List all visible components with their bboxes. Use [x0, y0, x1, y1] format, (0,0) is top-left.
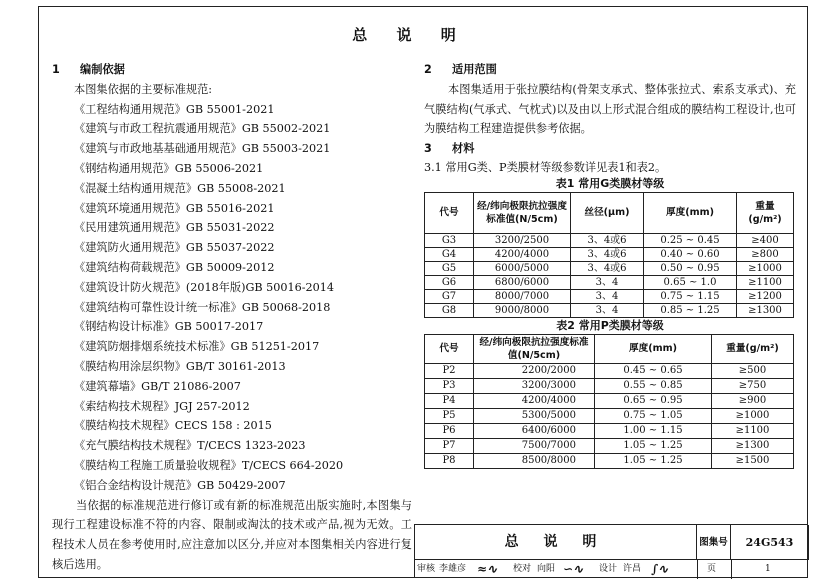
section3-heading — [424, 139, 796, 159]
table-cell: 3200/3000 — [474, 378, 595, 393]
section3-title: 材料 — [452, 142, 475, 156]
standard-item: 《混凝土结构通用规范》GB 55008-2021 — [74, 181, 286, 195]
atlas-number: 24G543 — [731, 525, 809, 560]
designer-signature: ∫∿ — [651, 562, 669, 576]
standard-item: 《建筑与市政地基基础通用规范》GB 55003-2021 — [74, 142, 331, 156]
table2-caption: 表2 常用P类膜材等级 — [556, 318, 664, 332]
table-cell: 3、4或6 — [571, 233, 644, 247]
section1-closing: 当依据的标准规范进行修订或有新的标准规范出版实施时,本图集与现行工程建设标准不符的内容、限制或淘汰的技术或产品,视为无效。工程技术人员在参考使用时,应注意加以区分,并应对本图集相关内容进行复核后选用。 — [52, 498, 412, 571]
section1-heading — [52, 60, 412, 80]
table1-header: 丝径(μm) — [571, 192, 644, 233]
table-cell: ≥1000 — [737, 261, 794, 275]
table-row — [425, 275, 794, 289]
standard-item: 《充气膜结构技术规程》T/CECS 1323-2023 — [74, 439, 306, 453]
table-row — [425, 438, 794, 453]
table-cell: P2 — [425, 363, 474, 378]
table-cell: P5 — [425, 408, 474, 423]
table-row — [425, 363, 794, 378]
page-number: 1 — [765, 564, 771, 574]
atlas-label: 图集号 — [697, 525, 731, 560]
table-row — [425, 233, 794, 247]
review-label: 审核 — [417, 564, 436, 574]
table-row — [425, 303, 794, 317]
table-cell: 0.55 ~ 0.85 — [595, 378, 712, 393]
table-cell: 3、4或6 — [571, 247, 644, 261]
standard-item: 《建筑防火通用规范》GB 55037-2022 — [74, 241, 275, 255]
table-cell: 0.25 ~ 0.45 — [644, 233, 737, 247]
standard-item: 《膜结构技术规程》CECS 158 : 2015 — [74, 419, 272, 433]
table-cell: P4 — [425, 393, 474, 408]
table-cell: ≥500 — [712, 363, 794, 378]
standard-item: 《钢结构设计标准》GB 50017-2017 — [74, 320, 264, 334]
table-cell: ≥1100 — [712, 423, 794, 438]
standard-item: 《工程结构通用规范》GB 55001-2021 — [74, 102, 275, 116]
standard-item: 《建筑设计防火规范》(2018年版)GB 50016-2014 — [74, 280, 335, 294]
table1-header: 厚度(mm) — [644, 192, 737, 233]
table-cell: ≥400 — [737, 233, 794, 247]
table2-header: 厚度(mm) — [595, 334, 712, 363]
left-column — [52, 60, 412, 575]
table-cell: 8000/7000 — [474, 289, 571, 303]
table-cell: 0.65 ~ 0.95 — [595, 393, 712, 408]
table-row — [425, 247, 794, 261]
table-cell: 1.00 ~ 1.15 — [595, 423, 712, 438]
designer-name: 许昌 — [623, 564, 642, 574]
table-cell: P6 — [425, 423, 474, 438]
design-label: 设计 — [599, 564, 618, 574]
table-cell: ≥1500 — [712, 453, 794, 468]
table-cell: P8 — [425, 453, 474, 468]
table2-header: 代号 — [425, 334, 474, 363]
table-cell: G6 — [425, 275, 474, 289]
standard-item: 《膜结构工程施工质量验收规程》T/CECS 664-2020 — [74, 458, 344, 472]
signature-row — [415, 560, 809, 579]
table-cell: G7 — [425, 289, 474, 303]
proofer-signature: ∽∿ — [563, 562, 584, 576]
section3-sub: 3.1 常用G类、P类膜材等级参数详见表1和表2。 — [424, 160, 667, 174]
table-row — [425, 393, 794, 408]
table-cell: 0.65 ~ 1.0 — [644, 275, 737, 289]
title-block — [414, 524, 808, 578]
table-cell: 0.45 ~ 0.65 — [595, 363, 712, 378]
standard-item: 《钢结构通用规范》GB 55006-2021 — [74, 161, 264, 175]
table-cell: 4200/4000 — [474, 393, 595, 408]
table-cell: ≥1000 — [712, 408, 794, 423]
title-block-name: 总 说 明 — [415, 525, 697, 560]
table2-header: 经/纬向极限抗拉强度标准值(N/5cm) — [474, 334, 595, 363]
table-cell: ≥900 — [712, 393, 794, 408]
table1-header: 经/纬向极限抗拉强度标准值(N/5cm) — [474, 192, 571, 233]
standard-item: 《建筑与市政工程抗震通用规范》GB 55002-2021 — [74, 122, 331, 136]
section2-text: 本图集适用于张拉膜结构(骨架支承式、整体张拉式、索系支承式)、充气膜结构(气承式、气枕式)以及由以上形式混合组成的膜结构工程设计,也可为膜结构工程建造提供参考依据。 — [424, 82, 796, 136]
table-cell: 1.05 ~ 1.25 — [595, 453, 712, 468]
table-cell: P7 — [425, 438, 474, 453]
table-cell: 0.75 ~ 1.05 — [595, 408, 712, 423]
table-cell: 6400/6000 — [474, 423, 595, 438]
standard-item: 《建筑防烟排烟系统技术标准》GB 51251-2017 — [74, 340, 320, 354]
standard-item: 《索结构技术规程》JGJ 257-2012 — [74, 399, 250, 413]
table-cell: 6800/6000 — [474, 275, 571, 289]
reviewer-name: 李雄彦 — [439, 564, 467, 574]
section1-title: 编制依据 — [80, 63, 125, 76]
section1-number: 1 — [52, 63, 60, 76]
proof-label: 校对 — [513, 564, 532, 574]
table1-header: 代号 — [425, 192, 474, 233]
table-cell: 0.75 ~ 1.15 — [644, 289, 737, 303]
table-cell: 5300/5000 — [474, 408, 595, 423]
standard-item: 《建筑环境通用规范》GB 55016-2021 — [74, 201, 275, 215]
table-cell: G3 — [425, 233, 474, 247]
table-cell: ≥750 — [712, 378, 794, 393]
standard-item: 《民用建筑通用规范》GB 55031-2022 — [74, 221, 275, 235]
standard-item: 《铝合金结构设计规范》GB 50429-2007 — [74, 478, 286, 492]
section2-title: 适用范围 — [452, 63, 497, 76]
standard-item: 《膜结构用涂层织物》GB/T 30161-2013 — [74, 359, 286, 373]
table-cell: 2200/2000 — [474, 363, 595, 378]
table-cell: ≥1300 — [712, 438, 794, 453]
table2-header: 重量(g/m²) — [712, 334, 794, 363]
table-cell: ≥800 — [737, 247, 794, 261]
page-label: 页 — [707, 564, 717, 574]
table-cell: 3、4 — [571, 289, 644, 303]
table-cell: 9000/8000 — [474, 303, 571, 317]
table-row — [425, 408, 794, 423]
table-cell: G8 — [425, 303, 474, 317]
page-title: 总 说 明 — [352, 26, 468, 44]
table-cell: 3、4 — [571, 303, 644, 317]
standard-item: 《建筑幕墙》GB/T 21086-2007 — [74, 379, 241, 393]
standard-item: 《建筑结构荷载规范》GB 50009-2012 — [74, 260, 275, 274]
table-cell: 3、4或6 — [571, 261, 644, 275]
table-row — [425, 423, 794, 438]
right-column — [424, 60, 796, 469]
section3-number: 3 — [424, 142, 432, 156]
reviewer-signature: ≈∿ — [477, 562, 498, 576]
proofer-name: 向阳 — [537, 564, 556, 574]
table-cell: 7500/7000 — [474, 438, 595, 453]
table2 — [424, 334, 794, 469]
table-cell: 0.50 ~ 0.95 — [644, 261, 737, 275]
table-row — [425, 378, 794, 393]
standards-list — [52, 100, 412, 496]
table1-header: 重量(g/m²) — [737, 192, 794, 233]
standard-item: 《建筑结构可靠性设计统一标准》GB 50068-2018 — [74, 300, 331, 314]
table1-caption: 表1 常用G类膜材等级 — [555, 176, 665, 190]
table-cell: G5 — [425, 261, 474, 275]
section2-heading — [424, 60, 796, 80]
table-cell: P3 — [425, 378, 474, 393]
table-cell: G4 — [425, 247, 474, 261]
table1 — [424, 192, 794, 318]
table-row — [425, 289, 794, 303]
table-cell: 1.05 ~ 1.25 — [595, 438, 712, 453]
section2-number: 2 — [424, 63, 432, 76]
table-row — [425, 453, 794, 468]
table-cell: 3、4 — [571, 275, 644, 289]
table-cell: 4200/4000 — [474, 247, 571, 261]
table-cell: 3200/2500 — [474, 233, 571, 247]
table-cell: 6000/5000 — [474, 261, 571, 275]
table-cell: ≥1200 — [737, 289, 794, 303]
table-cell: 0.40 ~ 0.60 — [644, 247, 737, 261]
table-cell: 8500/8000 — [474, 453, 595, 468]
section1-intro: 本图集依据的主要标准规范: — [74, 82, 213, 96]
table-row — [425, 261, 794, 275]
table-cell: ≥1300 — [737, 303, 794, 317]
table-cell: 0.85 ~ 1.25 — [644, 303, 737, 317]
table-cell: ≥1100 — [737, 275, 794, 289]
